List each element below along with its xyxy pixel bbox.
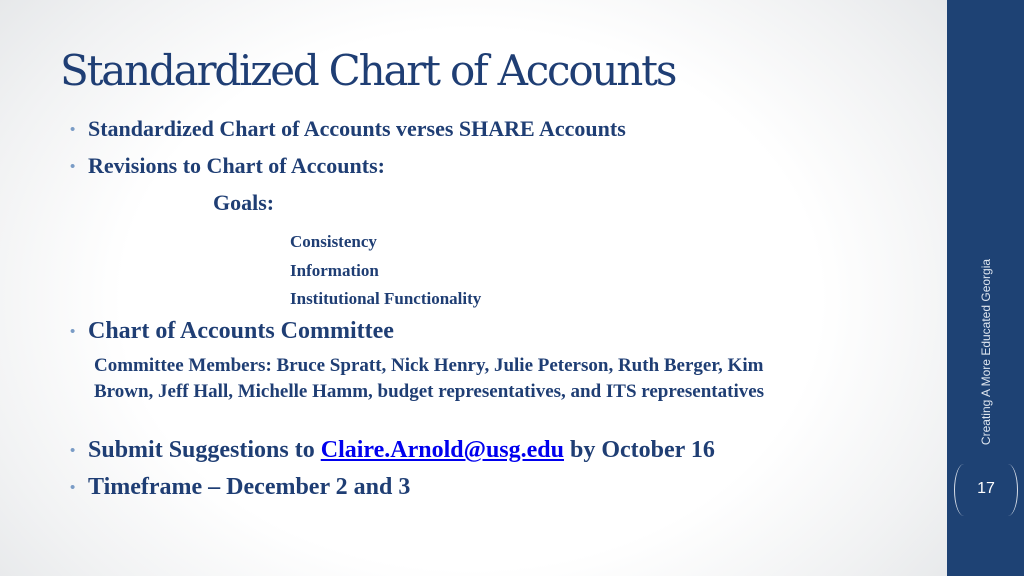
page-number: 17 [977, 480, 995, 497]
bullet-item [70, 318, 394, 345]
bullet-icon: • [70, 442, 76, 459]
page-number-badge [954, 464, 1018, 516]
suggestions-prefix: Submit Suggestions to [88, 437, 315, 463]
suggestions-suffix: by October 16 [569, 437, 715, 463]
bullet-item [70, 437, 715, 464]
goal-item: Consistency [290, 232, 377, 251]
bullet-item [70, 474, 410, 501]
bullet-icon: • [70, 479, 76, 496]
bullet-icon: • [70, 158, 76, 175]
bullet-text: Standardized Chart of Accounts verses SHARE Accounts [88, 116, 626, 141]
goal-item: Institutional Functionality [290, 289, 482, 308]
goals-label: Goals: [213, 190, 275, 215]
bullet-text: Chart of Accounts Committee [88, 318, 394, 344]
bullet-item [70, 153, 385, 179]
bullet-icon: • [70, 323, 76, 340]
goal-item: Information [290, 261, 379, 280]
bullet-text: Revisions to Chart of Accounts: [88, 153, 385, 178]
sidebar-tagline: Creating A More Educated Georgia [979, 258, 993, 446]
committee-members-text: Committee Members: Bruce Spratt, Nick Henry, Julie Peterson, Ruth Berger, Kim Brown, Jeff Hall, Michelle Hamm, budget representatives, and ITS representatives [94, 355, 765, 402]
bullet-text: Timeframe – December 2 and 3 [88, 474, 411, 500]
bullet-icon: • [70, 121, 76, 138]
bullet-item [70, 116, 626, 142]
slide-title: Standardized Chart of Accounts [60, 46, 676, 95]
email-link[interactable]: Claire.Arnold@usg.edu [320, 437, 564, 463]
